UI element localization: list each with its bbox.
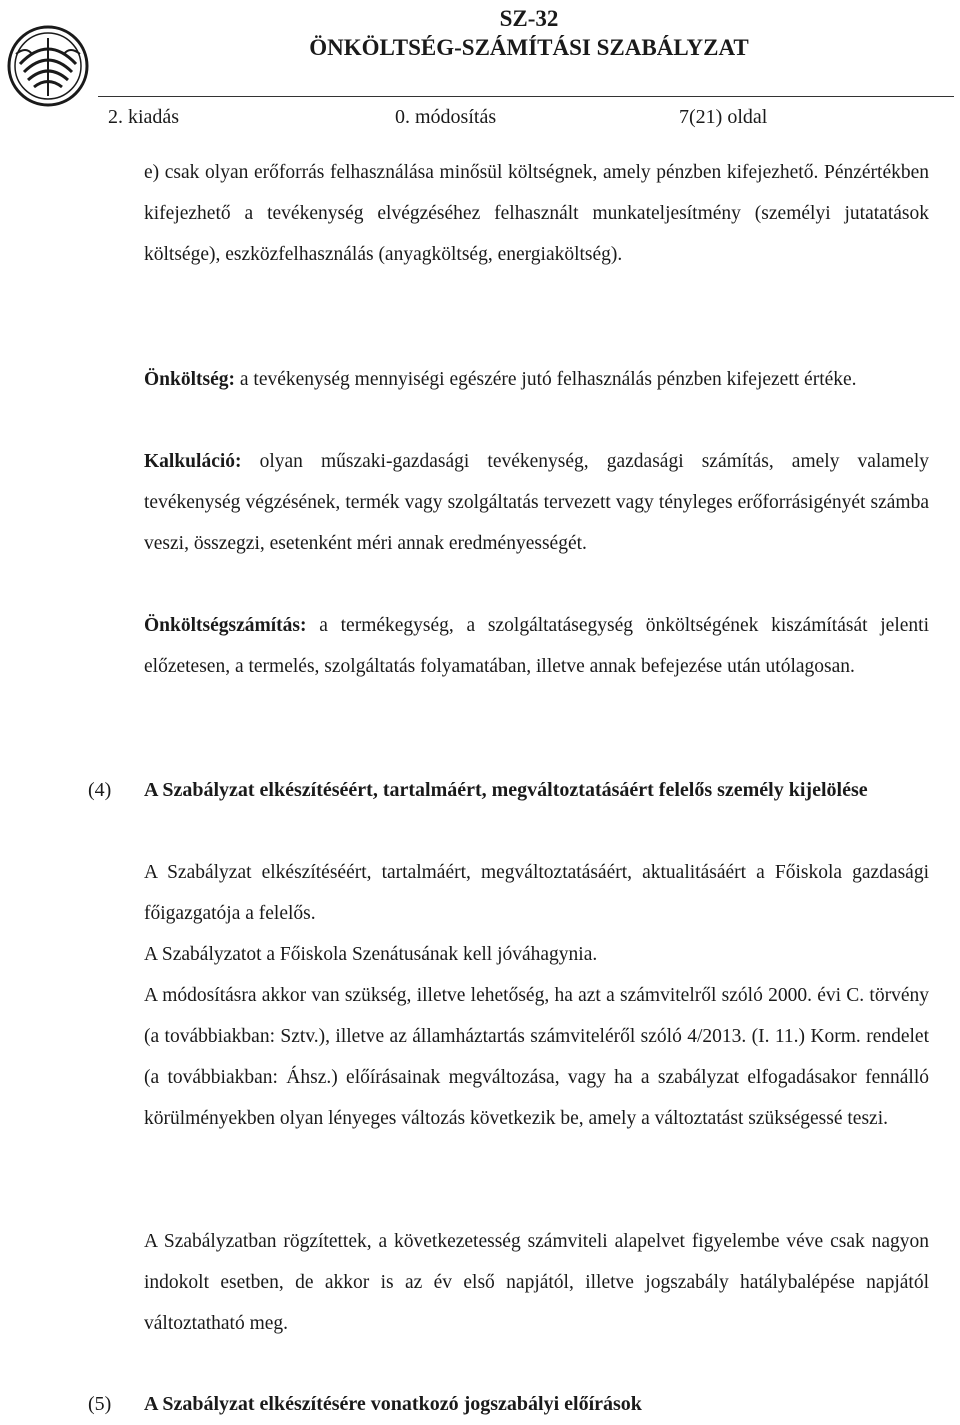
document-name: ÖNKÖLTSÉG-SZÁMÍTÁSI SZABÁLYZAT (309, 35, 749, 60)
page-number: 7(21) oldal (679, 106, 768, 128)
section-title: A Szabályzat elkészítésére vonatkozó jogszabályi előírások (144, 1393, 642, 1415)
section-title: A Szabályzat elkészítéséért, tartalmáért, megváltoztatásáért felelős személy kijelölése (144, 779, 868, 801)
section-paragraph: A Szabályzat elkészítéséért, tartalmáért, megváltoztatásáért, aktualitásáért a Főiskola gazdasági főigazgatója a felelős. (144, 862, 929, 924)
definition-label: Önköltségszámítás: (144, 615, 307, 636)
definition-onkoltseg (144, 359, 929, 400)
edition-label: 2. kiadás (108, 106, 180, 128)
modification-label: 0. módosítás (395, 106, 497, 128)
definition-text: olyan műszaki-gazdasági tevékenység, gazdasági számítás, amely valamely tevékenység végzésének, termék vagy szolgáltatás tervezett vagy tényleges erőforrásigényét számba veszi, összegzi, esetenként méri annak eredményességét. (144, 451, 929, 554)
definition-label: Önköltség: (144, 369, 236, 390)
document-header-title (98, 4, 960, 62)
paragraph-e: e) csak olyan erőforrás felhasználása minősül költségnek, amely pénzben kifejezhető. Pénzértékben kifejezhető a tevékenység elvégzéséhez felhasznált munkateljesítmény (személyi jutatatások költsége), eszközfelhasználás (anyagköltség, energiaköltség). (144, 162, 929, 265)
section-number: (4) (88, 779, 112, 801)
section-paragraph: A módosításra akkor van szükség, illetve lehetőség, ha azt a számvitelről szóló 2000. évi C. törvény (a továbbiakban: Sztv.), illetve az államháztartás számviteléről szóló 4/2013. (I. 11.) Korm. rendelet (a továbbiakban: Áhsz.) előírásainak megváltozása, vagy ha a szabályzat elfogadásakor fennálló körülményekben olyan lényeges változás következik be, amely a változtatást szükségessé teszi. (144, 985, 929, 1129)
definition-text: a tevékenység mennyiségi egészére jutó felhasználás pénzben kifejezett értéke. (235, 369, 857, 390)
definition-kalkulacio (144, 441, 929, 564)
header-divider (98, 96, 954, 97)
section-number: (5) (88, 1393, 112, 1415)
institution-emblem-icon (6, 24, 90, 108)
section-paragraph: A Szabályzatot a Főiskola Szenátusának kell jóváhagynia. (144, 944, 598, 965)
definition-text: a termékegység, a szolgáltatásegység önköltségének kiszámítását jelenti előzetesen, a termelés, szolgáltatás folyamatában, illetve annak befejezése után utólagosan. (144, 615, 929, 677)
document-code: SZ-32 (499, 6, 559, 31)
definition-onkoltsegszamitas (144, 605, 929, 687)
section-paragraph: A Szabályzatban rögzítettek, a következetesség számviteli alapelvet figyelembe véve csak nagyon indokolt esetben, de akkor is az év első napjától, illetve jogszabály hatálybalépése napjától változtatható meg. (144, 1231, 929, 1334)
definition-label: Kalkuláció: (144, 451, 242, 472)
